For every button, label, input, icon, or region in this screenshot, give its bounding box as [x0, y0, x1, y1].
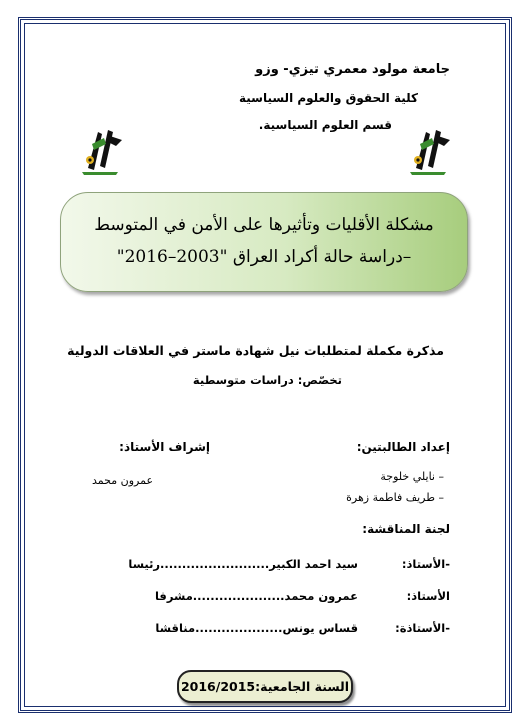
supervisor-name: عمرون محمد [92, 474, 154, 487]
university-name: جامعة مولود معمري تيزي- وزو [255, 62, 450, 77]
jury-member-entry: سيد احمد الكبير.........................رئيسا [128, 557, 358, 571]
prepared-by-heading: إعداد الطالبتين: [356, 440, 450, 454]
department-name: قسم العلوم السياسية. [258, 118, 392, 132]
jury-member-title: الأستاذ: [406, 589, 450, 603]
thesis-title-line1: مشكلة الأقليات وتأثيرها على الأمن في المتوسط [94, 215, 434, 235]
jury-member-title: -الأستاذ: [401, 557, 450, 571]
supervisor-heading: إشراف الأستاذ: [119, 440, 210, 454]
jury-heading: لجنة المناقشة: [362, 522, 450, 536]
academic-year: السنة الجامعية:2016/2015 [180, 679, 350, 694]
thesis-title-line2: –دراسة حالة أكراد العراق "2003–2016" [116, 247, 412, 267]
jury-member-entry: قساس يونس....................مناقشا [155, 621, 358, 635]
faculty-name: كلية الحقوق والعلوم السياسية [238, 91, 418, 105]
jury-member-entry: عمرون محمد.....................مشرفا [154, 589, 358, 603]
student-name: – نايلي خلوجة [380, 470, 444, 483]
jury-member-title: -الأستاذة: [395, 621, 450, 635]
academic-year-box [177, 670, 353, 703]
student-name: – طريف فاطمة زهرة [346, 491, 444, 504]
university-logo-icon [80, 124, 124, 176]
thesis-title-box [60, 192, 468, 292]
memo-specialty: تخصّص: دراسات متوسطية [192, 373, 342, 387]
memo-purpose: مذكرة مكملة لمتطلبات نيل شهادة ماستر في العلاقات الدولية [67, 343, 444, 358]
university-logo-icon [408, 124, 452, 176]
